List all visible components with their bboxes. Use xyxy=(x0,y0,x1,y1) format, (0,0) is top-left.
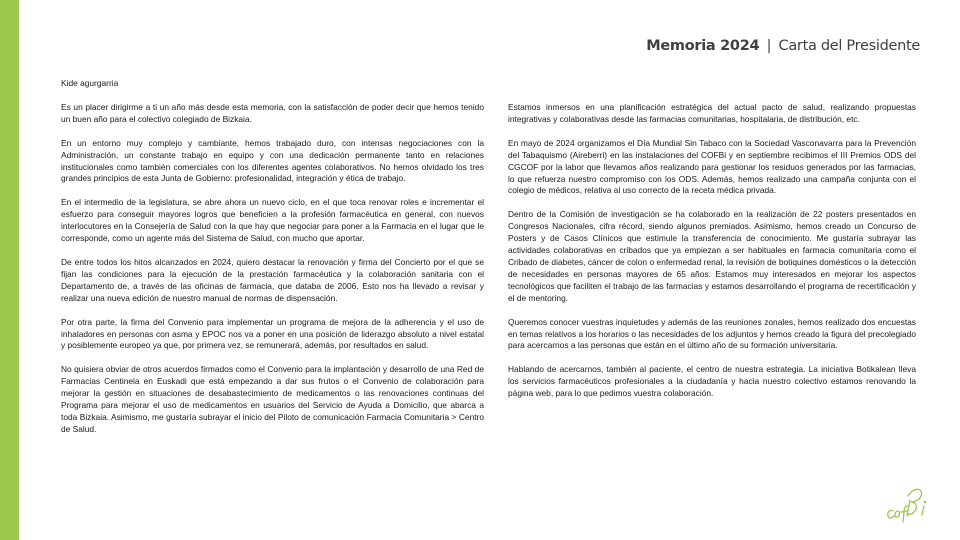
letter-column-right xyxy=(508,102,916,412)
header-separator: | xyxy=(766,38,772,54)
letter-paragraph: Dentro de la Comisión de investigación se ha colaborado en la realización de 22 posters presentados en Congresos Nacionales, cifra récord, siendo algunos premiados. Asimismo, hemos creado un Concurso de Posters y de Casos Clínicos que estimule la transferencia de conocimiento. Me gustaría subrayar las actividades colaborativas en cribados que ya empiezan a ser habituales en farmacia comunitaria como el Cribado de diabetes, cáncer de colon o enfermedad renal, la revisión de botiquines domésticos o la detección de necesidades en personas mayores de 65 años. Estamos muy interesados en mejorar los aspectos tecnológicos que faciliten el trabajo de las farmacias y estamos desarrollando el programa de recertificación y el de mentoring. xyxy=(508,209,916,303)
letter-column-left xyxy=(61,78,484,448)
cofbi-logo-icon xyxy=(884,484,932,526)
cofbi-logo xyxy=(884,484,932,526)
letter-paragraph: Estamos inmersos en una planificación estratégica del actual pacto de salud, realizando propuestas integrativas y colaborativas desde las farmacias comunitarias, hospitalaria, de distribución, etc. xyxy=(508,102,916,124)
accent-side-bar xyxy=(0,0,19,540)
letter-paragraph: Queremos conocer vuestras inquietudes y además de las reuniones zonales, hemos realizado dos encuestas en temas relativos a los horarios o las necesidades de los adjuntos y hemos creado la figura del precolegiado para acercarnos a las personas que están en el último año de su formación universitaria. xyxy=(508,316,916,351)
letter-paragraph: En mayo de 2024 organizamos el Día Mundial Sin Tabaco con la Sociedad Vasconavarra para la Prevención del Tabaquismo (Aireberri) en las instalaciones del COFBi y en septiembre recibimos el III Premios ODS del CGCOF por la labor que llevamos años realizando para gestionar los residuos generados por las farmacias, lo que refuerza nuestro compromiso con los ODS. Además, hemos realizado una campaña conjunta con el colegio de médicos, relativa al uso correcto de la receta médica privada. xyxy=(508,137,916,196)
header-title: Memoria 2024 xyxy=(646,38,760,54)
header-subtitle: Carta del Presidente xyxy=(778,38,920,54)
letter-paragraph: Es un placer dirigirme a ti un año más desde esta memoria, con la satisfacción de poder decir que hemos tenido un buen año para el colectivo colegiado de Bizkaia. xyxy=(61,101,484,124)
letter-paragraph: De entre todos los hitos alcanzados en 2024, quiero destacar la renovación y firma del Concierto por el que se fijan las condiciones para la ejecución de la prestación farmacéutica y la colaboración sanitaria con el Departamento de, a través de las oficinas de farmacia, que databa de 2006. Esto nos ha llevado a revisar y realizar una nueva edición de nuestro manual de normas de dispensación. xyxy=(61,256,484,303)
letter-paragraph: En un entorno muy complejo y cambiante, hemos trabajado duro, con intensas negociaciones con la Administración, un constante trabajo en equipo y con una dedicación permanente tanto en relaciones institucionales como también comerciales con los diferentes agentes colaborativos. No hemos olvidado los tres grandes principios de esta Junta de Gobierno: profesionalidad, integración y ética de trabajo. xyxy=(61,137,484,184)
letter-paragraph: No quisiera obviar de otros acuerdos firmados como el Convenio para la implantación y desarrollo de una Red de Farmacias Centinela en Euskadi que está empezando a dar sus frutos o el Convenio de colaboración para mejorar la gestión en situaciones de desabastecimiento de medicamentos o las renovaciones continuas del Programa para mejorar el uso de medicamentos en usuarios del Servicio de Ayuda a Domicilio, que abarca a toda Bizkaia. Asimismo, me gustaría subrayar el inicio del Piloto de comunicación Farmacia Comunitaria > Centro de Salud. xyxy=(61,364,484,434)
letter-paragraph: Por otra parte, la firma del Convenio para implementar un programa de mejora de la adherencia y el uso de inhaladores en personas con asma y EPOC nos va a poner en una posición de liderazgo absoluto a nivel estatal y posiblemente europeo ya que, por primera vez, se remunerará, además, por resultados en salud. xyxy=(61,316,484,351)
letter-paragraph: Hablando de acercarnos, también al paciente, el centro de nuestra estrategia. La iniciativa Botikalean lleva los servicios farmacéuticos profesionales a la ciudadanía y hacia nuestro colectivo estamos renovando la página web, para lo que pedimos vuestra colaboración. xyxy=(508,364,916,399)
letter-greeting: Kide agurgarria xyxy=(61,78,119,88)
page-header xyxy=(646,38,920,54)
letter-paragraph: En el intermedio de la legislatura, se abre ahora un nuevo ciclo, en el que toca renovar roles e incrementar el esfuerzo para conseguir mayores logros que beneficien a la profesión farmacéutica en general, con nuevos interlocutores en la Consejería de Salud con la que hay que negociar para poner a la Farmacia en el lugar que le corresponde, como un agente más del Sistema de Salud, con mucho que aportar. xyxy=(61,197,484,244)
